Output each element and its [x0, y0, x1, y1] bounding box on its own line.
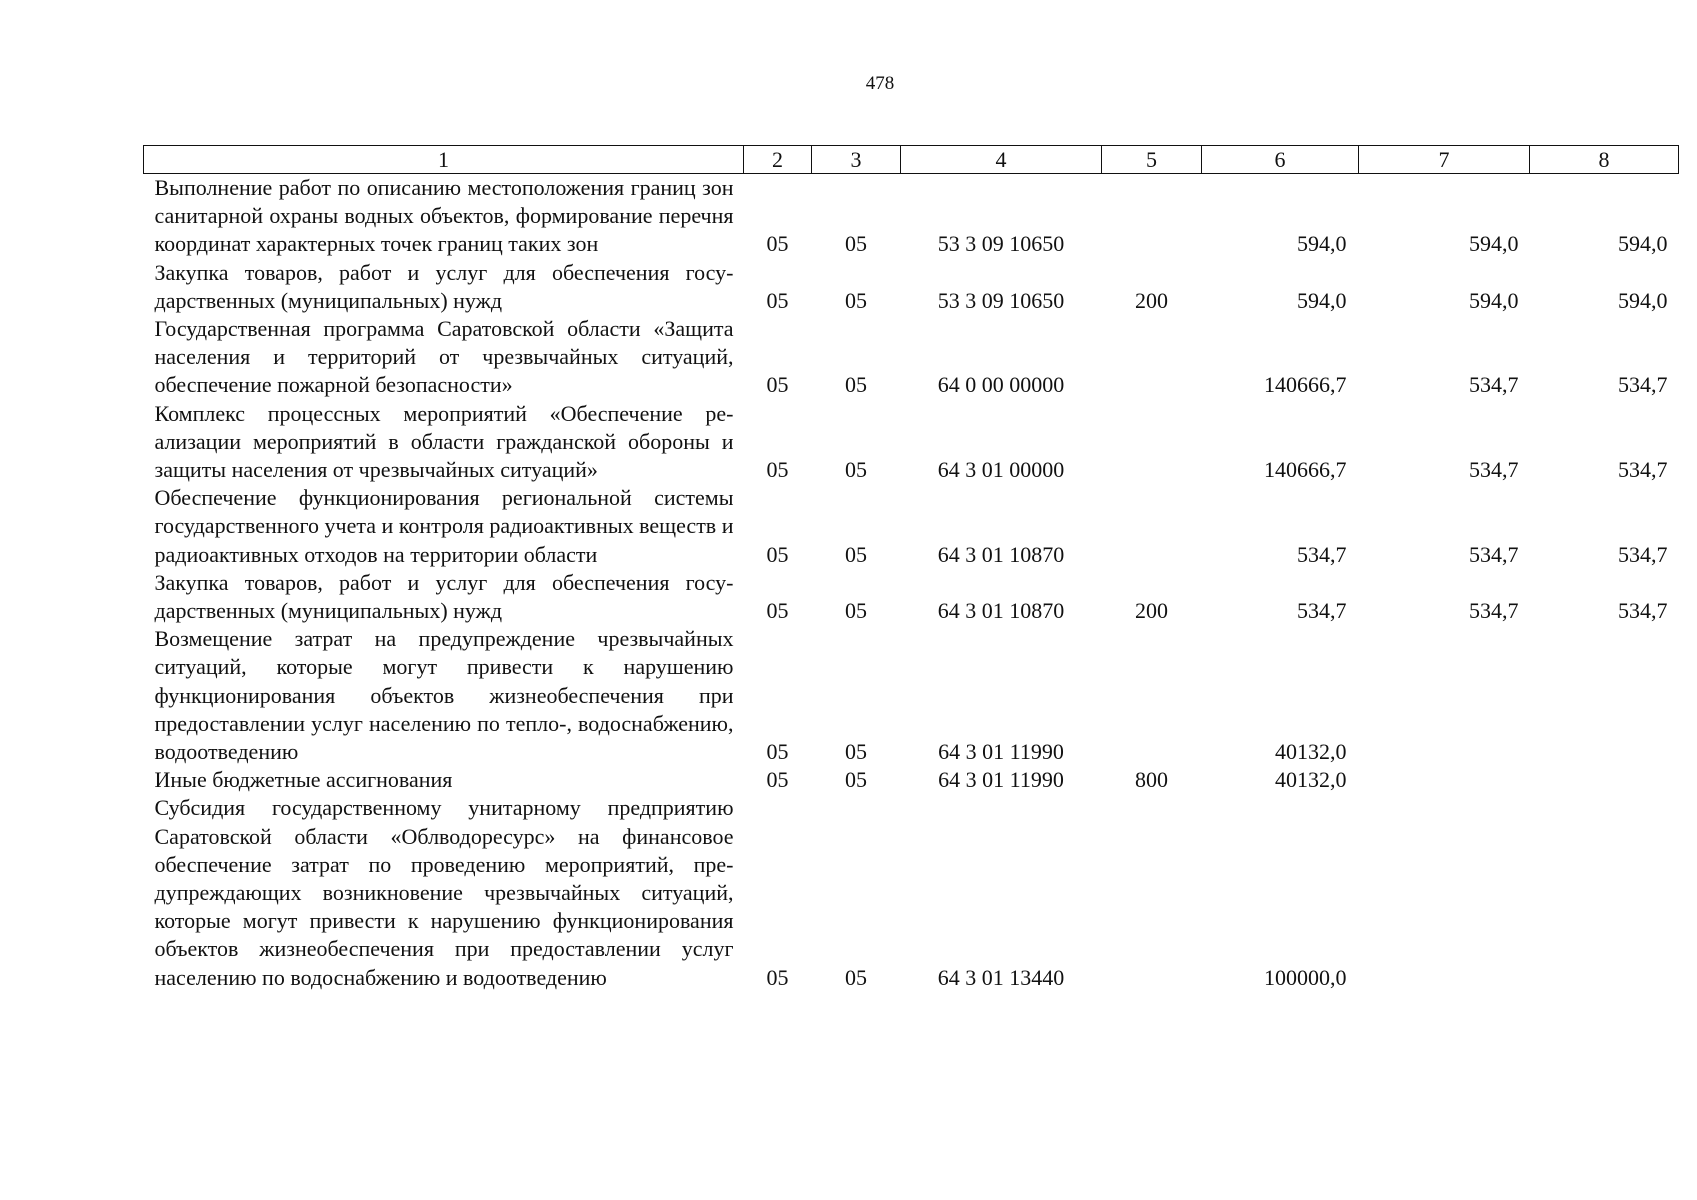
row-target-code: 64 3 01 13440	[937, 964, 1065, 990]
row-section: 05	[766, 457, 789, 483]
table-body	[144, 174, 1679, 992]
row-expense-type	[1102, 174, 1202, 259]
row-amount-2: 534,7	[1469, 541, 1519, 567]
row-amount-2: 534,7	[1469, 598, 1519, 624]
row-amount-3: 534,7	[1618, 598, 1668, 624]
row-name: Комплекс процессных мероприятий «Обеспечение реализации мероприятий в области гражданской обороны и защиты населения от чрезвычайных ситуаций»	[154, 400, 734, 483]
row-target-code: 64 0 00 00000	[937, 372, 1065, 398]
column-header-4: 4	[901, 146, 1102, 174]
row-amount-3	[1530, 766, 1679, 794]
table-row	[144, 766, 1679, 794]
row-target-code: 64 3 01 00000	[937, 457, 1065, 483]
row-amount-3: 594,0	[1618, 287, 1668, 313]
row-section: 05	[766, 598, 789, 624]
column-header-3: 3	[812, 146, 901, 174]
row-name: Возмещение затрат на предупреждение чрезвычайных ситуаций, которые могут привести к нарушению функционирования объектов жизнеобеспечения при предоставлении услуг населению по тепло-, водоснабжению, водоотведению	[154, 626, 734, 765]
row-amount-3: 534,7	[1618, 372, 1668, 398]
row-expense-type	[1102, 400, 1202, 485]
page-number: 478	[865, 73, 895, 94]
row-amount-2	[1359, 794, 1530, 991]
row-amount-1: 140666,7	[1264, 372, 1347, 398]
row-name: Субсидия государственному унитарному предприятию Саратовской области «Облводоресурс» на финансовое обеспечение затрат по проведению мероприятий, предупреждающих возникновение чрезвычайных ситуаций, которые могут привести к нарушению функционирования объектов жизнеобеспечения при предоставлении услуг населению по водоснабжению и водоотведению	[154, 795, 734, 990]
row-amount-2	[1359, 766, 1530, 794]
row-target-code: 64 3 01 11990	[938, 739, 1064, 765]
row-subsection: 05	[845, 287, 867, 313]
row-amount-3: 534,7	[1618, 457, 1668, 483]
column-header-8: 8	[1530, 146, 1679, 174]
table-row	[144, 569, 1679, 625]
row-amount-1: 40132,0	[1275, 767, 1347, 793]
row-subsection: 05	[845, 541, 867, 567]
row-amount-1: 534,7	[1297, 598, 1347, 624]
row-name: Выполнение работ по описанию местоположения границ зон санитарной охраны водных объектов, формирование перечня координат характерных точек границ таких зон	[154, 175, 734, 257]
table-row	[144, 315, 1679, 400]
row-subsection: 05	[845, 739, 867, 765]
row-expense-type	[1102, 794, 1202, 991]
row-amount-3: 534,7	[1618, 541, 1668, 567]
column-header-2: 2	[744, 146, 812, 174]
header-row	[144, 146, 1679, 174]
row-amount-2: 594,0	[1469, 231, 1519, 257]
column-header-7: 7	[1359, 146, 1530, 174]
row-amount-3: 594,0	[1618, 231, 1668, 257]
row-section: 05	[766, 541, 789, 567]
row-amount-1: 140666,7	[1264, 457, 1347, 483]
row-amount-2: 534,7	[1469, 372, 1519, 398]
row-subsection: 05	[845, 964, 867, 990]
table-header	[144, 146, 1679, 174]
column-header-5: 5	[1102, 146, 1202, 174]
row-expense-type: 200	[1135, 287, 1168, 313]
row-name: Государственная программа Саратовской области «Защита населения и территорий от чрезвычайных ситуаций, обеспечение пожарной безопасности»	[154, 316, 734, 398]
row-section: 05	[766, 739, 789, 765]
row-subsection: 05	[845, 598, 867, 624]
row-subsection: 05	[845, 231, 867, 257]
row-amount-1: 100000,0	[1264, 964, 1347, 990]
table-row	[144, 400, 1679, 485]
row-amount-3	[1530, 625, 1679, 766]
row-expense-type	[1102, 315, 1202, 400]
row-name: Закупка товаров, работ и услуг для обеспечения государственных (муниципальных) нужд	[154, 569, 734, 624]
row-name: Обеспечение функционирования региональной системы государственного учета и контроля радиоактивных веществ и радиоактивных отходов на территории области	[154, 485, 734, 567]
table-row	[144, 794, 1679, 991]
row-expense-type	[1102, 484, 1202, 569]
row-target-code: 64 3 01 10870	[937, 541, 1065, 567]
row-target-code: 53 3 09 10650	[937, 287, 1065, 313]
row-amount-1: 534,7	[1297, 541, 1347, 567]
row-subsection: 05	[845, 372, 867, 398]
row-section: 05	[766, 372, 789, 398]
column-header-1: 1	[144, 146, 744, 174]
row-section: 05	[766, 231, 789, 257]
row-section: 05	[766, 767, 789, 793]
row-name: Иные бюджетные ассигнования	[154, 767, 453, 793]
row-subsection: 05	[845, 457, 867, 483]
row-expense-type: 800	[1135, 767, 1168, 793]
row-amount-1: 40132,0	[1275, 739, 1347, 765]
row-amount-1: 594,0	[1297, 231, 1347, 257]
row-amount-2: 594,0	[1469, 287, 1519, 313]
row-amount-2: 534,7	[1469, 457, 1519, 483]
table-row	[144, 259, 1679, 315]
row-expense-type: 200	[1135, 598, 1168, 624]
row-target-code: 64 3 01 11990	[938, 767, 1064, 793]
row-name: Закупка товаров, работ и услуг для обеспечения государственных (муниципальных) нужд	[154, 259, 734, 313]
row-section: 05	[766, 964, 789, 990]
row-expense-type	[1102, 625, 1202, 766]
row-amount-2	[1359, 625, 1530, 766]
table-row	[144, 484, 1679, 569]
budget-table	[143, 145, 1679, 992]
row-amount-3	[1530, 794, 1679, 991]
row-target-code: 64 3 01 10870	[937, 598, 1065, 624]
row-amount-1: 594,0	[1297, 287, 1347, 313]
table-row	[144, 174, 1679, 259]
row-section: 05	[766, 287, 789, 313]
column-header-6: 6	[1202, 146, 1359, 174]
row-target-code: 53 3 09 10650	[937, 231, 1065, 257]
table-row	[144, 625, 1679, 766]
row-subsection: 05	[845, 767, 867, 793]
